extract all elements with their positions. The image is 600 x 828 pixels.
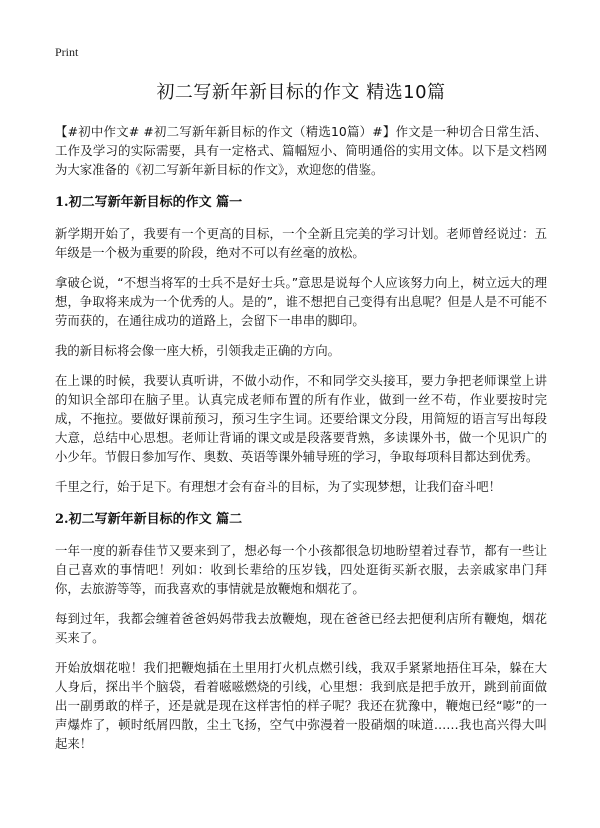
body-paragraph: 每到过年，我都会缠着爸爸妈妈带我去放鞭炮，现在爸爸已经去把便利店所有鞭炮，烟花买来了。 bbox=[55, 611, 547, 645]
body-paragraph: 拿破仑说，“不想当将军的士兵不是好士兵。”意思是说每个人应该努力向上，树立远大的理想，争取将来成为一个优秀的人。是的”，谁不想把自己变得有出息呢？但是人是不可能不劳而获的，在通往成功的道路上，会留下一串串的脚印。 bbox=[55, 275, 547, 328]
intro-paragraph: 【#初中作文# #初二写新年新目标的作文（精选10篇）#】作文是一种切合日常生活、工作及学习的实际需要，具有一定格式、篇幅短小、简明通俗的实用文体。以下是文档网为大家准备的《初二写新年新目标的作文》，欢迎您的借鉴。 bbox=[55, 124, 547, 177]
section-heading: 2.初二写新年新目标的作文 篇二 bbox=[55, 512, 243, 527]
body-paragraph: 千里之行，始于足下。有理想才会有奋斗的目标，为了实现梦想，让我们奋斗吧！ bbox=[55, 479, 502, 494]
body-paragraph: 新学期开始了，我要有一个更高的目标，一个全新且完美的学习计划。老师曾经说过：五年级是一个极为重要的阶段，绝对不可以有丝毫的放松。 bbox=[55, 226, 547, 260]
body-paragraph: 开始放烟花啦！我们把鞭炮插在土里用打火机点燃引线，我双手紧紧地捂住耳朵，躲在大人身后，探出半个脑袋，看着嗞嗞燃烧的引线，心里想：我到底是把手放开，跳到前面做出一副勇敢的样子，还是就是现在这样害怕的样子呢？我还在犹豫中，鞭炮已经“嘭”的一声爆炸了，顿时纸屑四散，尘土飞扬，空气中弥漫着一股硝烟的味道……我也高兴得大叫起来！ bbox=[55, 660, 547, 751]
page-title: 初二写新年新目标的作文 精选10篇 bbox=[156, 82, 446, 103]
body-paragraph: 一年一度的新春佳节又要来到了，想必每一个小孩都很急切地盼望着过春节，都有一些让自己喜欢的事情吧！列如：收到长辈给的压岁钱，四处逛街买新衣服，去亲戚家串门拜你，去旅游等等，而我喜欢的事情就是放鞭炮和烟花了。 bbox=[55, 543, 547, 596]
section-heading: 1.初二写新年新目标的作文 篇一 bbox=[55, 195, 243, 210]
document-body bbox=[55, 122, 547, 764]
print-label: Print bbox=[55, 45, 79, 59]
body-paragraph: 我的新目标将会像一座大桥，引领我走正确的方向。 bbox=[55, 343, 340, 358]
body-paragraph: 在上课的时候，我要认真听讲，不做小动作，不和同学交头接耳，要力争把老师课堂上讲的知识全部印在脑子里。认真完成老师布置的所有作业，做到一丝不苟，作业要按时完成，不拖拉。要做好课前预习，预习生字生词。还要给课文分段，用简短的语言写出每段大意，总结中心思想。老师让背诵的课文或是段落要背熟，多读课外书，做一个见识广的小少年。节假日参加写作、奥数、英语等课外辅导班的学习，争取每项科目都达到优秀。 bbox=[55, 373, 547, 464]
